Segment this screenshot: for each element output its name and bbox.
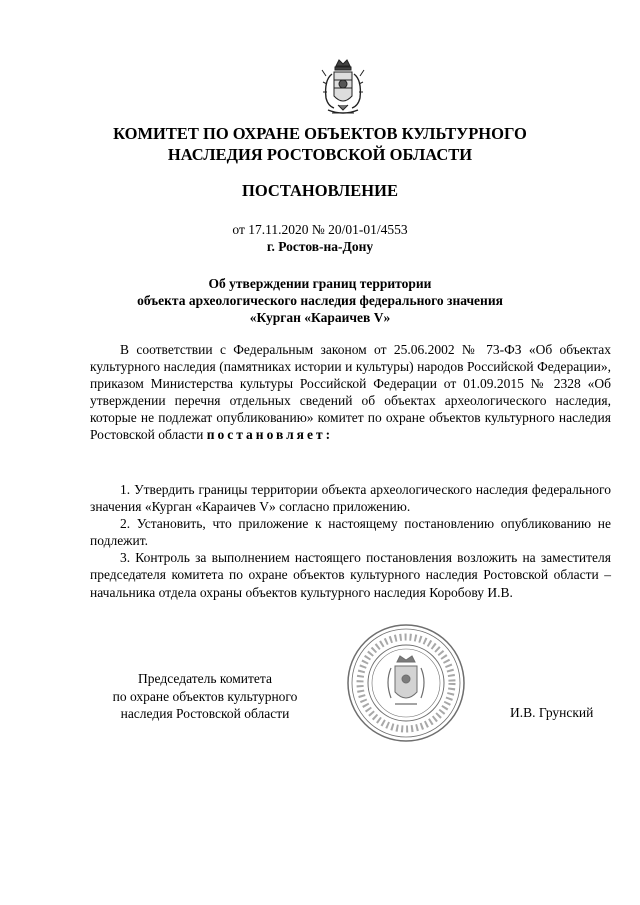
document-type: ПОСТАНОВЛЕНИЕ bbox=[242, 181, 398, 200]
official-seal-icon bbox=[345, 622, 467, 744]
city: г. Ростов-на-Дону bbox=[266, 239, 374, 254]
list-item: 2. Установить, что приложение к настоящему постановлению опубликованию не подлежит. bbox=[90, 516, 611, 549]
org-line-2: НАСЛЕДИЯ РОСТОВСКОЙ ОБЛАСТИ bbox=[167, 145, 473, 164]
signer-title bbox=[60, 670, 350, 723]
signer-name: И.В. Грунский bbox=[510, 705, 594, 720]
list-item: 3. Контроль за выполнением настоящего постановления возложить на заместителя председателя комитета по охране объектов культурного наследия Ростовской области – начальника отдела охраны объектов культурного наследия Коробову И.В. bbox=[90, 550, 611, 600]
resolution-items bbox=[90, 481, 611, 601]
resolves-word: постановляет: bbox=[206, 427, 334, 443]
signer-title-line-2: по охране объектов культурного bbox=[112, 688, 298, 704]
document-subject bbox=[0, 275, 640, 326]
list-item: 1. Утвердить границы территории объекта археологического наследия федерального значения «Курган «Караичев V» согласно приложению. bbox=[90, 482, 611, 515]
signer-title-line-1: Председатель комитета bbox=[138, 671, 272, 686]
organization-name bbox=[0, 123, 640, 165]
signer-title-line-3: наследия Ростовской области bbox=[120, 706, 290, 721]
date-number: от 17.11.2020 № 20/01-01/4553 bbox=[232, 222, 408, 237]
preamble-paragraph bbox=[90, 341, 611, 444]
preamble-text: В соответствии с Федеральным законом от 25.06.2002 № 73-ФЗ «Об объектах культурного наследия (памятниках истории и культуры) народов Российской Федерации», приказом Министерства культуры Российской Федерации от 01.09.2015 № 2328 «Об утверждении перечня отдельных сведений об объектах археологического наследия, которые не подлежат опубликованию» комитет по охране объектов культурного наследия Ростовской области bbox=[90, 342, 611, 443]
document-meta bbox=[0, 221, 640, 255]
coat-of-arms-icon bbox=[318, 58, 368, 120]
subject-line-1: Об утверждении границ территории bbox=[208, 276, 432, 291]
subject-line-2: объекта археологического наследия федерального значения bbox=[137, 293, 503, 308]
org-line-1: КОМИТЕТ ПО ОХРАНЕ ОБЪЕКТОВ КУЛЬТУРНОГО bbox=[113, 124, 527, 143]
subject-line-3: «Курган «Караичев V» bbox=[249, 310, 391, 325]
